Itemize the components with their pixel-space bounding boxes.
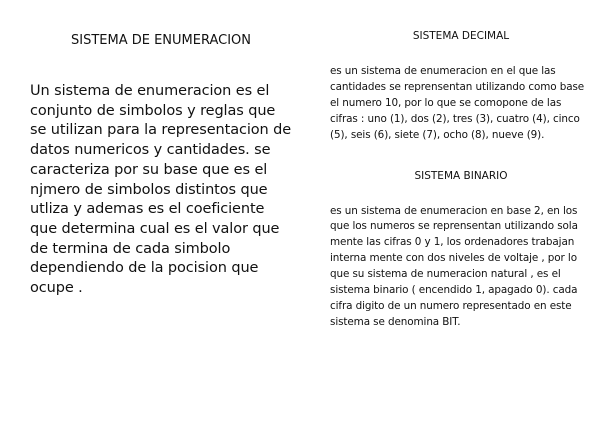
decimal-title: SISTEMA DECIMAL (412, 30, 510, 42)
decimal-body: es un sistema de enumeracion en el que las cantidades se reprensentan utilizando como base el numero 10, por lo que se comopone de las cifras : uno (1), dos (2), tres (3), cuatro (4), cinco (5), seis (6), siete (7), ocho (8), nueve (9). (330, 65, 585, 141)
binario-title: SISTEMA BINARIO (414, 169, 508, 182)
left-column (30, 33, 292, 299)
right-column (330, 30, 592, 331)
binario-body: es un sistema de enumeracion en base 2, en los que los numeros se reprensentan utilizando sola mente las cifras 0 y 1, los ordenadores trabajan interna mente con dos niveles de voltaje , por lo que su sistema de numeracion natural , es el sistema binario ( encendido 1, apagado 0). cada cifra digito de un numero representado en este sistema se denomina BIT. (330, 204, 578, 328)
enumeracion-title: SISTEMA DE ENUMERACION (70, 33, 251, 48)
enumeracion-body: Un sistema de enumeracion es el conjunto de simbolos y reglas que se utilizan para la representacion de datos numericos y cantidades. se caracteriza por su base que es el njmero de simbolos distintos que utliza y ademas es el coeficiente que determina cual es el valor que de termina de cada simbolo dependiendo de la pocision que ocupe . (30, 83, 292, 297)
